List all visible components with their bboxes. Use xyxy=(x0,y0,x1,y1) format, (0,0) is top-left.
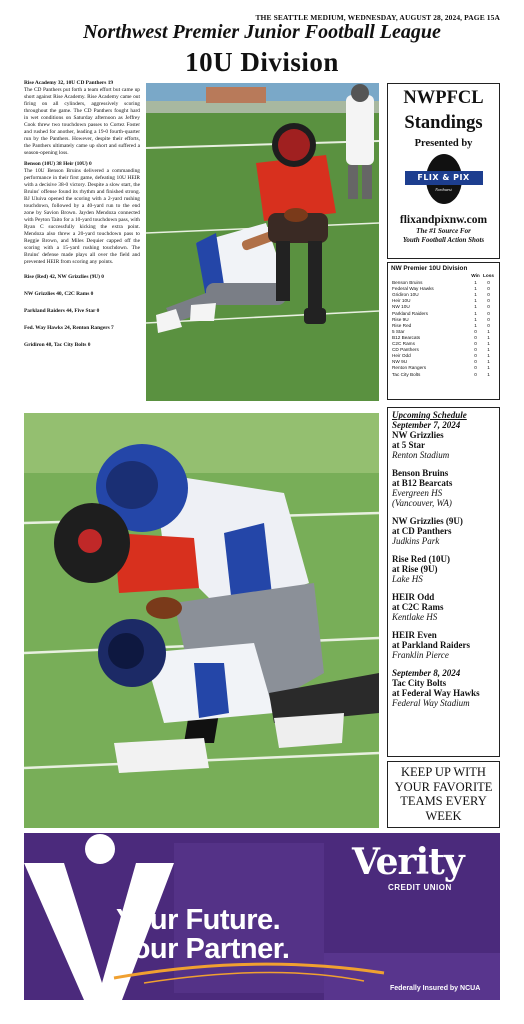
schedule-item xyxy=(392,592,495,622)
loss-count: 1 xyxy=(487,365,490,371)
loss-count: 0 xyxy=(487,310,490,316)
win-count: 1 xyxy=(474,298,477,304)
schedule-opponent: at Federal Way Hawks xyxy=(392,688,480,698)
win-count: 1 xyxy=(474,304,477,310)
schedule-venue: Evergreen HS xyxy=(392,488,443,498)
story-1 xyxy=(24,80,140,157)
sponsor-website[interactable]: flixandpixnw.com xyxy=(399,214,488,226)
keep-up-line: WEEK xyxy=(425,808,462,823)
win-count: 1 xyxy=(474,322,477,328)
ad-brand-name: Verity xyxy=(352,841,464,883)
loss-count: 1 xyxy=(487,341,490,347)
schedule-item xyxy=(392,420,495,460)
loss-count: 0 xyxy=(487,298,490,304)
keep-up-line: YOUR FAVORITE xyxy=(394,779,493,794)
schedule-date: September 7, 2024 xyxy=(392,420,461,430)
schedule-venue: Lake HS xyxy=(392,574,423,584)
league-title: Northwest Premier Junior Football League xyxy=(83,21,441,43)
team-name: Heir Odd xyxy=(392,353,411,359)
loss-count: 0 xyxy=(487,292,490,298)
win-count: 0 xyxy=(474,341,477,347)
keep-up-line: TEAMS EVERY xyxy=(400,794,487,808)
story-1-body: The CD Panthers put forth a team effort but came up short against Rise Academy. Rise Academy came out firing on all cylinders, aggressively scoring throughout the game. The CD Panthers fought hard in wet conditions on Saturday afternoon as Jeffrey Cook threw two touchdown passes to Cortez Foster and rushed for another, leading a 19-0 fourth-quarter run by the Panthers. However, despite their efforts, the Panthers ultimately came up short and suffered a season-opening loss. xyxy=(24,87,140,156)
loss-count: 0 xyxy=(487,316,490,322)
team-name: NW 10U xyxy=(392,304,410,310)
standings-rows xyxy=(388,280,499,378)
ad-brand-sub: CREDIT UNION xyxy=(388,883,452,892)
flix-pix-logo xyxy=(405,154,483,204)
win-count: 0 xyxy=(474,328,477,334)
story-1-headline: Rise Academy 32, 10U CD Panthers 19 xyxy=(24,80,114,86)
schedule-team: Rise Red (10U) xyxy=(392,554,450,564)
score-line: Rise (Red) 42, NW Grizzlies (9U) 0 xyxy=(24,274,104,280)
score-line: Parkland Raiders 44, Five Star 0 xyxy=(24,308,100,314)
standings-table-title: NW Premier 10U Division xyxy=(391,265,468,272)
schedule-venue: Kentlake HS xyxy=(392,612,438,622)
standings-title-line1: NWPFCL xyxy=(403,88,484,108)
schedule-venue: Judkins Park xyxy=(392,536,440,546)
schedule-list xyxy=(392,420,495,708)
logo-subtext: Northwest xyxy=(435,187,452,192)
division-title: 10U Division xyxy=(185,47,339,77)
schedule-team: HEIR Odd xyxy=(392,592,435,602)
team-name: NW 9U xyxy=(392,359,408,365)
sponsor-tagline-1: The #1 Source For xyxy=(416,227,471,235)
team-name: Heir 10U xyxy=(392,298,411,304)
win-count: 0 xyxy=(474,334,477,340)
sponsor-box xyxy=(387,83,500,259)
story-column xyxy=(24,80,140,359)
team-name: Parkland Raiders xyxy=(392,310,428,316)
story-2-headline: Benson (10U) 38 Heir (10U) 0 xyxy=(24,161,92,167)
win-count: 0 xyxy=(474,359,477,365)
schedule-team: Tac City Bolts xyxy=(392,678,447,688)
score-line: Fed. Way Hawks 24, Renton Rangers 7 xyxy=(24,325,114,331)
schedule-venue: Federal Way Stadium xyxy=(392,698,470,708)
schedule-opponent: at C2C Rams xyxy=(392,602,444,612)
loss-count: 1 xyxy=(487,359,490,365)
schedule-team: HEIR Even xyxy=(392,630,437,640)
win-count: 1 xyxy=(474,292,477,298)
win-count: 0 xyxy=(474,365,477,371)
upcoming-schedule xyxy=(387,407,500,757)
win-count: 0 xyxy=(474,353,477,359)
schedule-item xyxy=(392,630,495,660)
team-name: C2C Rams xyxy=(392,341,415,347)
win-count: 1 xyxy=(474,286,477,292)
schedule-venue: Renton Stadium xyxy=(392,450,450,460)
loss-count: 0 xyxy=(487,286,490,292)
schedule-team: NW Grizzlies (9U) xyxy=(392,516,463,526)
score-line: NW Grizzlies 40, C2C Rams 0 xyxy=(24,291,94,297)
keep-up-line: KEEP UP WITH xyxy=(401,765,486,779)
team-name: Rise Red xyxy=(392,322,412,328)
ad-headline-2: Your Partner. xyxy=(116,933,290,965)
win-column-header: Win xyxy=(471,273,480,278)
loss-count: 1 xyxy=(487,347,490,353)
team-name: Benson Bruins xyxy=(392,280,423,286)
win-count: 0 xyxy=(474,347,477,353)
team-name: Renton Rangers xyxy=(392,365,427,371)
team-name: Gridiron 10U xyxy=(392,292,419,298)
keep-up-box xyxy=(387,761,500,828)
masthead-line: THE SEATTLE MEDIUM, WEDNESDAY, AUGUST 28, 2024, PAGE 15A xyxy=(255,13,500,22)
score-line: Gridiron 48, Tac City Bolts 0 xyxy=(24,342,91,348)
ad-headline-1: Your Future. xyxy=(116,904,281,936)
story-2 xyxy=(24,161,140,266)
schedule-venue-detail: (Vancouver, WA) xyxy=(392,498,452,508)
team-name: Tac City Bolts xyxy=(392,371,421,377)
team-name: Rise 9U xyxy=(392,316,409,322)
presented-by-label: Presented by xyxy=(414,138,473,149)
logo-text: FLIX & PIX xyxy=(405,171,483,185)
standings-row xyxy=(388,372,499,378)
loss-count: 0 xyxy=(487,322,490,328)
schedule-team: NW Grizzlies xyxy=(392,430,444,440)
story-2-body: The 10U Benson Bruins delivered a commanding performance in their first game, defeating 10U HEIR with a decisive 38-0 victory. Despite a slow start, the Bruins' offense found its rhythm and finished strong. BJ Uluiva opened the scoring with a 2-yard rushing touchdown, followed by a 40-yard run to the end zone by Savion Brown. Jayden Mendoza connected with Peyton Taito for a 10-yard touchdown pass, with Ryan C successfully kicking the extra point. Mendoza also threw a 20-yard touchdown pass to Reggie Brown, and Miles Dequier capped off the scoring with a 15-yard rushing touchdown. The Bruins' defense made plays all over the field and prevented HEIR from scoring any points. xyxy=(24,168,140,265)
ad-insured-note: Federally Insured by NCUA xyxy=(390,985,481,992)
schedule-date: September 8, 2024 xyxy=(392,668,461,678)
schedule-item xyxy=(392,516,495,546)
schedule-item xyxy=(392,554,495,584)
sponsor-tagline-2: Youth Football Action Shots xyxy=(402,236,485,244)
schedule-opponent: at B12 Bearcats xyxy=(392,478,453,488)
standings-header-row xyxy=(388,273,499,279)
win-count: 1 xyxy=(474,280,477,286)
loss-count: 1 xyxy=(487,371,490,377)
team-name: Federal Way Hawks xyxy=(392,286,434,292)
schedule-item xyxy=(392,468,495,508)
verity-credit-union-ad[interactable] xyxy=(24,833,500,1000)
schedule-venue: Franklin Pierce xyxy=(392,650,449,660)
team-name: 5 Star xyxy=(392,328,405,334)
schedule-team: Benson Bruins xyxy=(392,468,449,478)
loss-count: 1 xyxy=(487,353,490,359)
loss-column-header: Loss xyxy=(483,273,494,278)
win-count: 1 xyxy=(474,316,477,322)
schedule-title: Upcoming Schedule xyxy=(392,410,467,420)
loss-count: 1 xyxy=(487,334,490,340)
standings-table xyxy=(387,262,500,400)
loss-count: 0 xyxy=(487,280,490,286)
action-photo-bottom xyxy=(24,413,379,828)
loss-count: 0 xyxy=(487,304,490,310)
schedule-opponent: at 5 Star xyxy=(392,440,425,450)
win-count: 1 xyxy=(474,310,477,316)
team-name: B12 Bearcats xyxy=(392,334,421,340)
schedule-opponent: at Parkland Raiders xyxy=(392,640,471,650)
action-photo-top xyxy=(146,83,379,401)
schedule-item xyxy=(392,668,495,708)
schedule-opponent: at Rise (9U) xyxy=(392,564,438,574)
team-name: CD Panthers xyxy=(392,347,419,353)
loss-count: 1 xyxy=(487,328,490,334)
win-count: 0 xyxy=(474,371,477,377)
schedule-opponent: at CD Panthers xyxy=(392,526,452,536)
standings-title-line2: Standings xyxy=(404,113,483,133)
